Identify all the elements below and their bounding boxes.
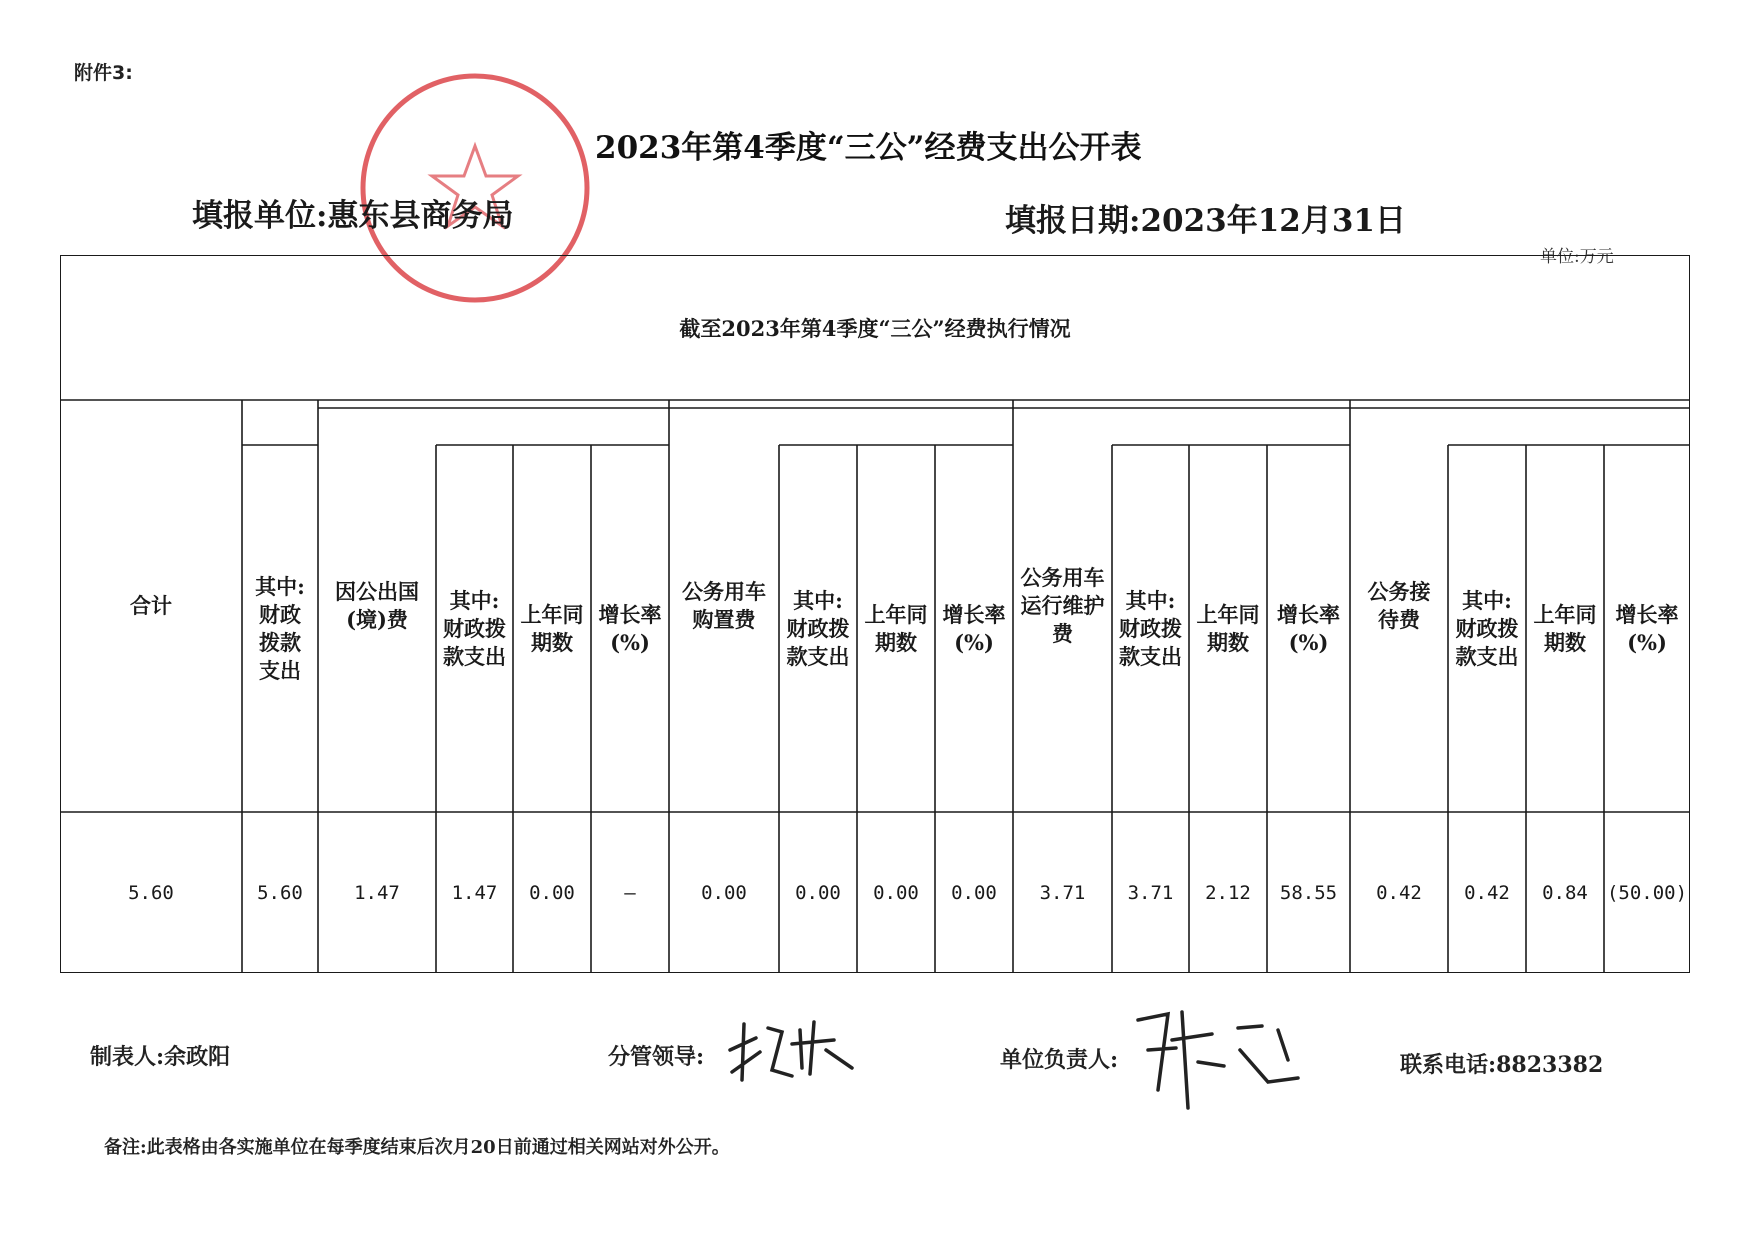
header-text: 款支出: [443, 643, 506, 669]
header-text: (%): [1288, 629, 1329, 655]
header-text: 款支出: [1455, 643, 1519, 669]
value-cell: 0.00: [951, 881, 997, 904]
header-cell: [60, 400, 242, 812]
header-text: (%): [954, 629, 994, 655]
reporting-unit: 填报单位:惠东县商务局: [192, 198, 514, 234]
header-cell: [591, 445, 669, 812]
header-cell: [1013, 400, 1112, 812]
value-cell: 5.60: [257, 881, 303, 904]
header-cell: [436, 445, 513, 812]
header-text: 公务用车: [1020, 565, 1105, 590]
header-text: 待费: [1378, 607, 1420, 632]
header-text: (%): [1627, 629, 1667, 655]
header-text: 增长率: [942, 601, 1006, 627]
header-text: 因公出国: [335, 579, 419, 604]
value-cell: 0.00: [701, 881, 747, 904]
header-text: 财政拨: [786, 615, 850, 641]
contact-phone: 联系电话:8823382: [1400, 1052, 1604, 1078]
header-text: 期数: [875, 629, 917, 655]
header-cell: [1526, 445, 1604, 812]
header-cell: [318, 400, 436, 812]
value-cell: (50.00): [1606, 881, 1688, 904]
header-text: 财政拨: [443, 615, 506, 641]
table-banner: 截至2023年第4季度“三公”经费执行情况: [679, 315, 1071, 341]
value-cell: 0.00: [873, 881, 919, 904]
header-text: 拨款: [258, 629, 301, 655]
header-text: 其中:: [1462, 587, 1512, 613]
header-text: 增长率: [598, 601, 662, 627]
value-cell: –: [624, 881, 636, 904]
value-cell: 5.60: [128, 881, 174, 904]
value-cell: 0.42: [1464, 881, 1510, 904]
header-cell: [857, 445, 935, 812]
header-text: 公务接: [1367, 579, 1431, 604]
header-text: (%): [610, 629, 650, 655]
value-cell: 2.12: [1205, 881, 1251, 904]
header-cell: [1604, 445, 1690, 812]
header-text: 其中:: [1125, 587, 1176, 613]
header-text: 款支出: [1119, 643, 1182, 669]
header-text: 增长率: [1615, 601, 1679, 627]
header-cell: [242, 445, 318, 812]
header-cell: [1267, 445, 1350, 812]
header-text: 上年同: [1533, 601, 1597, 627]
header-text: 其中:: [793, 587, 843, 613]
header-text: 款支出: [786, 643, 850, 669]
header-cell: [935, 445, 1013, 812]
leader-signature: [722, 1010, 862, 1090]
header-text: 支出: [258, 657, 301, 683]
currency-unit-note: 单位:万元: [1540, 247, 1614, 267]
value-cell: 58.55: [1279, 881, 1338, 904]
header-text: (境)费: [346, 607, 408, 632]
header-cell: [513, 445, 591, 812]
attachment-label: 附件3:: [74, 62, 133, 84]
reporting-date: 填报日期:2023年12月31日: [1005, 203, 1407, 239]
header-text: 合计: [130, 593, 172, 618]
value-cell: 1.47: [354, 881, 400, 904]
expenditure-table: [60, 255, 1690, 973]
header-text: 运行维护: [1020, 593, 1105, 618]
header-text: 财政: [258, 601, 301, 627]
header-text: 财政拨: [1119, 615, 1182, 641]
header-text: 费: [1052, 621, 1073, 646]
header-text: 其中:: [449, 587, 500, 613]
header-cell: [779, 445, 857, 812]
header-text: 购置费: [692, 607, 756, 632]
header-cell: [1189, 445, 1267, 812]
remark-note: 备注:此表格由各实施单位在每季度结束后次月20日前通过相关网站对外公开。: [104, 1137, 730, 1158]
header-text: 期数: [1207, 629, 1249, 655]
value-cell: 0.84: [1542, 881, 1588, 904]
header-cell: [1350, 400, 1448, 812]
value-cell: 3.71: [1127, 881, 1174, 904]
head-signature: [1128, 990, 1308, 1120]
header-cell: [669, 400, 779, 812]
header-text: 财政拨: [1455, 615, 1519, 641]
preparer: 制表人:余政阳: [90, 1044, 231, 1070]
header-text: 期数: [531, 629, 573, 655]
header-cell: [1448, 445, 1526, 812]
value-cell: 0.00: [795, 881, 841, 904]
leader-label: 分管领导:: [608, 1044, 705, 1070]
header-text: 上年同: [520, 601, 584, 627]
header-cell: [1112, 445, 1189, 812]
document-title: 2023年第4季度“三公”经费支出公开表: [595, 130, 1142, 166]
header-text: 增长率: [1277, 601, 1340, 627]
head-label: 单位负责人:: [1000, 1047, 1119, 1073]
value-cell: 1.47: [451, 881, 498, 904]
header-text: 上年同: [1196, 601, 1260, 627]
value-cell: 0.42: [1376, 881, 1422, 904]
header-text: 公务用车: [682, 579, 766, 604]
header-text: 上年同: [864, 601, 928, 627]
header-text: 其中:: [255, 573, 305, 599]
value-cell: 3.71: [1039, 881, 1086, 904]
value-cell: 0.00: [529, 881, 575, 904]
header-text: 期数: [1544, 629, 1586, 655]
